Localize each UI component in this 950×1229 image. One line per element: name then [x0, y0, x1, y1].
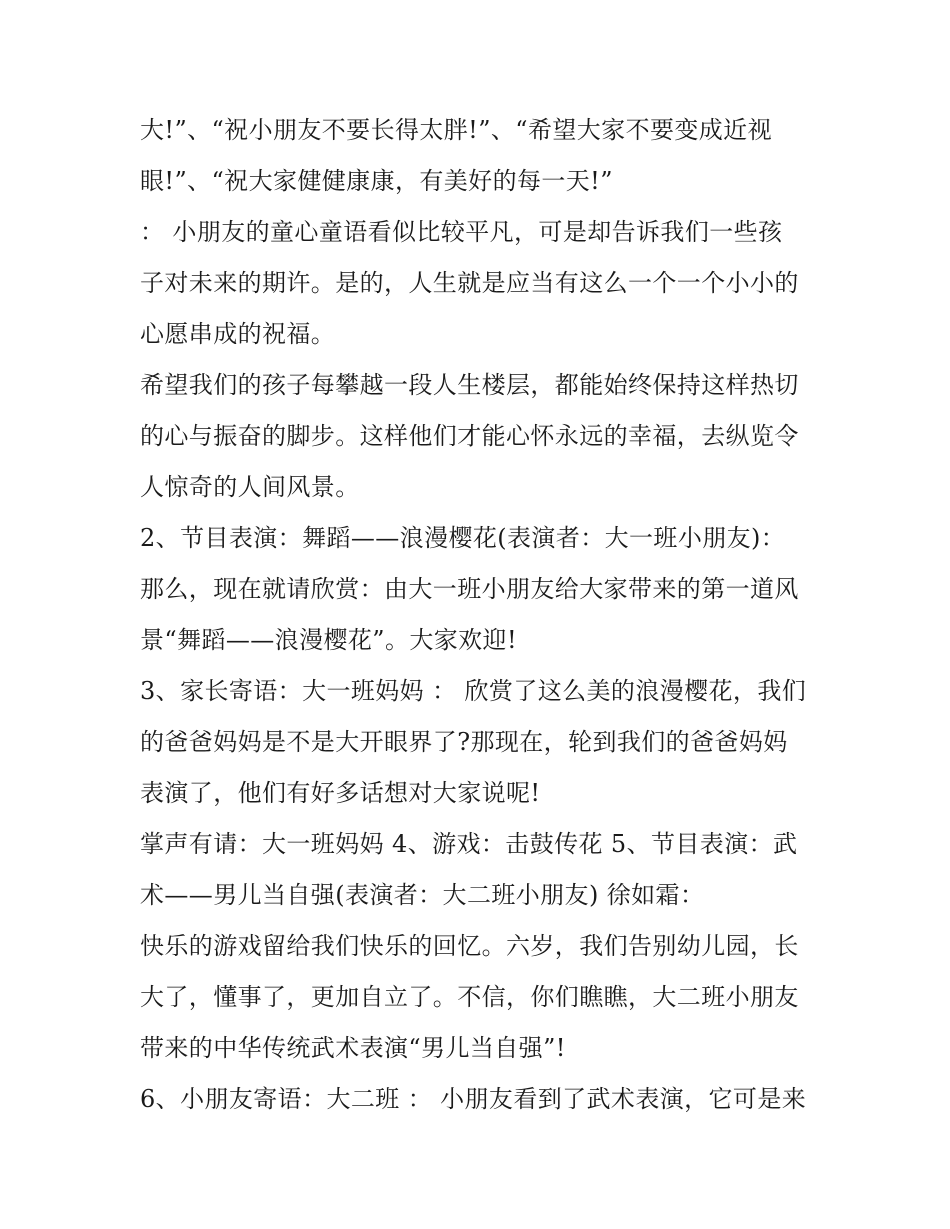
text-line: ： 小朋友的童心童语看似比较平凡，可是却告诉我们一些孩: [140, 218, 783, 246]
text-line: 子对未来的期许。是的，人生就是应当有这么一个一个小小的: [140, 269, 799, 297]
text-line: 景“舞蹈——浪漫樱花”。大家欢迎!: [140, 626, 517, 654]
text-line: 大!”、“祝小朋友不要长得太胖!”、“希望大家不要变成近视: [140, 116, 772, 144]
text-line: 带来的中华传统武术表演“男儿当自强”!: [140, 1034, 566, 1062]
text-line: 希望我们的孩子每攀越一段人生楼层，都能始终保持这样热切: [140, 371, 799, 399]
text-line: 掌声有请：大一班妈妈 4、游戏：击鼓传花 5、节目表演：武: [140, 830, 798, 858]
text-line: 大了，懂事了，更加自立了。不信，你们瞧瞧，大二班小朋友: [140, 983, 799, 1011]
text-line: 的心与振奋的脚步。这样他们才能心怀永远的幸福，去纵览令: [140, 422, 799, 450]
text-line: 表演了，他们有好多话想对大家说呢!: [140, 779, 541, 807]
text-line: 2、节目表演：舞蹈——浪漫樱花(表演者：大一班小朋友)：: [140, 524, 786, 552]
text-line: 6、小朋友寄语：大二班 ： 小朋友看到了武术表演，它可是来: [140, 1085, 807, 1113]
text-line: 那么，现在就请欣赏：由大一班小朋友给大家带来的第一道风: [140, 575, 799, 603]
text-line: 人惊奇的人间风景。: [140, 473, 360, 501]
text-line: 心愿串成的祝福。: [140, 320, 336, 348]
text-line: 快乐的游戏留给我们快乐的回忆。六岁，我们告别幼儿园，长: [140, 932, 799, 960]
text-line: 眼!”、“祝大家健健康康，有美好的每一天!”: [140, 167, 613, 195]
text-line: 术——男儿当自强(表演者：大二班小朋友) 徐如霜：: [140, 881, 705, 909]
text-line: 的爸爸妈妈是不是大开眼界了?那现在，轮到我们的爸爸妈妈: [140, 728, 788, 756]
text-line: 3、家长寄语：大一班妈妈 ： 欣赏了这么美的浪漫樱花，我们: [140, 677, 807, 705]
